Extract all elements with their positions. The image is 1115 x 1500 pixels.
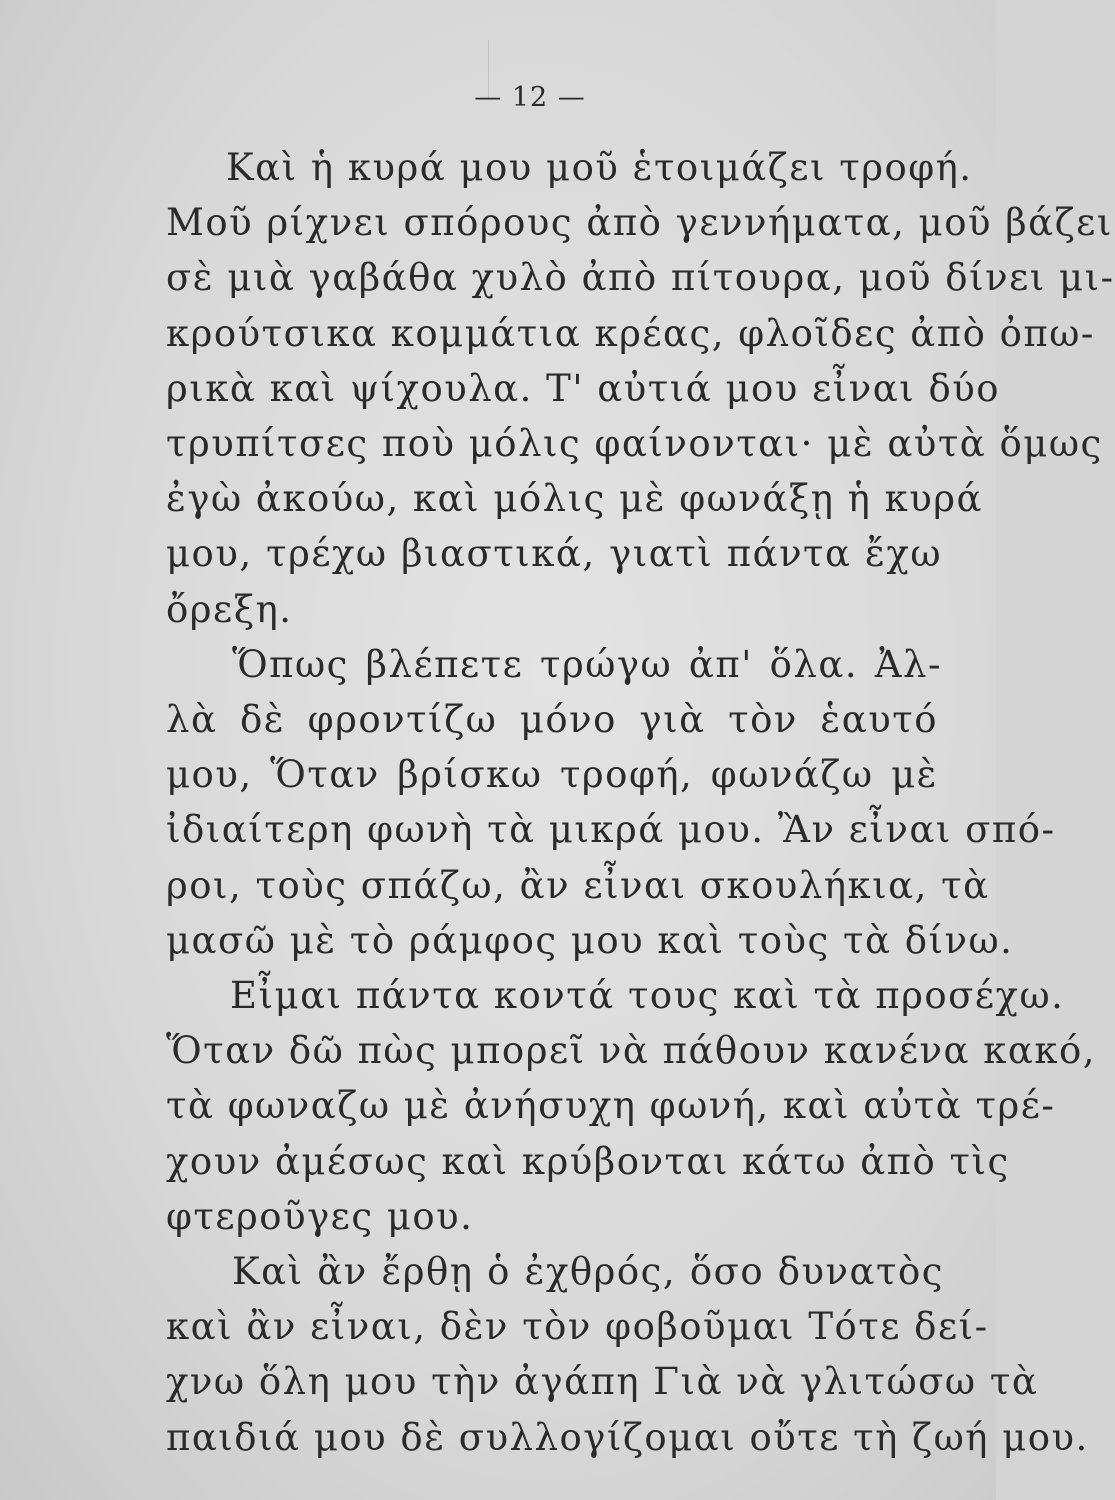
text-line: τρυπίτσες ποὺ μόλις φαίνονται· μὲ αὐτὰ ὅμως (166, 422, 1103, 465)
text-line: χουν ἀμέσως καὶ κρύβονται κάτω ἀπὸ τὶς (166, 1139, 1010, 1183)
text-line: κρούτσικα κομμάτια κρέας, φλοῖδες ἀπὸ ὀπω- (166, 311, 1095, 355)
text-line: Εἶμαι πάντα κοντά τους καὶ τὰ προσέχω. (230, 974, 1065, 1017)
text-line: χνω ὅλη μου τὴν ἀγάπη Γιὰ νὰ γλιτώσω τὰ (166, 1360, 1039, 1404)
text-line: ρικὰ καὶ ψίχουλα. Τ' αὐτιά μου εἶναι δύο (166, 366, 1001, 410)
text-line: καὶ ἂν εἶναι, δὲν τὸν φοβοῦμαι Τότε δεί- (166, 1305, 989, 1349)
text-line: ἰδιαίτερη φωνὴ τὰ μικρά μου. Ἂν εἶναι σπό- (166, 808, 1056, 852)
text-line: Μοῦ ρίχνει σπόρους ἀπὸ γεννήματα, μοῦ βάζει (166, 201, 1113, 245)
text-line: μου, Ὅταν βρίσκω τροφή, φωνάζω μὲ (166, 753, 938, 797)
text-line: ὄρεξη. (166, 587, 293, 631)
text-line: μασῶ μὲ τὸ ράμφος μου καὶ τοὺς τὰ δίνω. (166, 918, 1014, 962)
text-line: ἐγὼ ἀκούω, καὶ μόλις μὲ φωνάξῃ ἡ κυρά (166, 477, 983, 521)
text-line: μου, τρέχω βιαστικά, γιατὶ πάντα ἔχω (166, 532, 942, 576)
page-number: — 12 — (474, 82, 586, 113)
text-line: Καὶ ἡ κυρά μου μοῦ ἑτοιμάζει τροφή. (226, 146, 973, 189)
text-line: ροι, τοὺς σπάζω, ἂν εἶναι σκουλήκια, τὰ (166, 863, 990, 907)
text-line: Καὶ ἂν ἔρθῃ ὁ ἐχθρός, ὅσο δυνατὸς (232, 1250, 944, 1293)
text-line: τὰ φωναζω μὲ ἀνήσυχη φωνή, καὶ αὐτὰ τρέ- (166, 1084, 1056, 1128)
text-line: παιδιά μου δὲ συλλογίζομαι οὔτε τὴ ζωή μου. (166, 1415, 1089, 1459)
text-line: λὰ δὲ φροντίζω μόνο γιὰ τὸν ἑαυτό (166, 698, 938, 741)
text-line: σὲ μιὰ γαβάθα χυλὸ ἀπὸ πίτουρα, μοῦ δίνει μι- (166, 256, 1115, 300)
text-line: φτεροῦγες μου. (166, 1194, 474, 1238)
text-line: Ὅταν δῶ πὼς μπορεῖ νὰ πάθουν κανένα κακό, (166, 1029, 1097, 1073)
text-line: Ὅπως βλέπετε τρώγω ἀπ' ὅλα. Ἀλ- (232, 642, 942, 686)
